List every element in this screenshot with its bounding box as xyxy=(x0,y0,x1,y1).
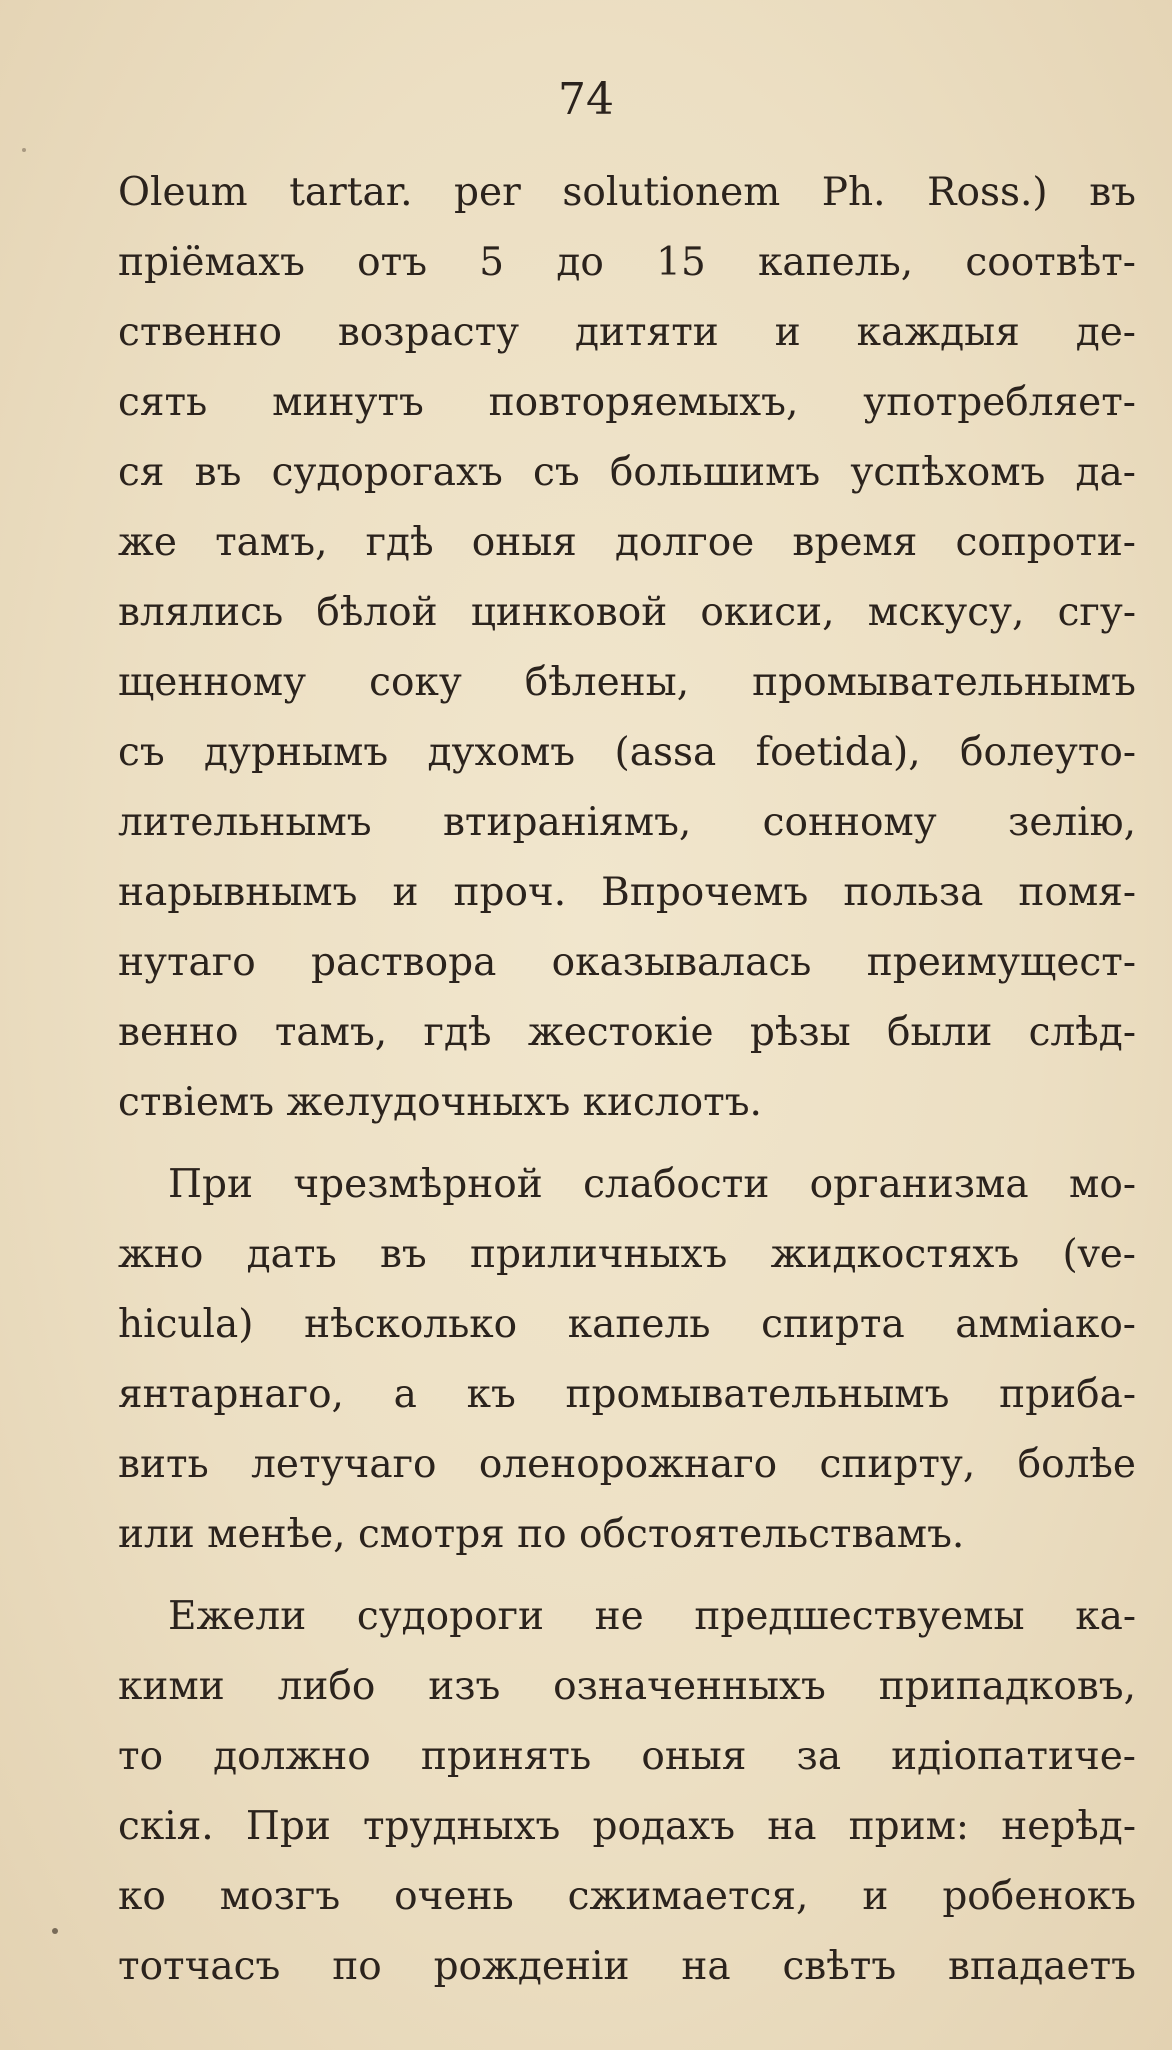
text-line: пріёмахъ отъ 5 до 15 капель, соотвѣт- xyxy=(118,240,1136,285)
text-line: ся въ судорогахъ съ большимъ успѣхомъ да- xyxy=(118,450,1136,495)
text-line: щенному соку бѣлены, промывательнымъ xyxy=(118,660,1136,705)
page-number: 74 xyxy=(558,74,614,125)
text-line: жно дать въ приличныхъ жидкостяхъ (ve- xyxy=(118,1232,1136,1277)
text-line: же тамъ, гдѣ оныя долгое время сопроти- xyxy=(118,520,1136,565)
paper-speck xyxy=(22,148,26,152)
text-line: ственно возрасту дитяти и каждыя де- xyxy=(118,310,1136,355)
text-line: ко мозгъ очень сжимается, и робенокъ xyxy=(118,1874,1136,1919)
text-line: При чрезмѣрной слабости организма мо- xyxy=(168,1162,1136,1207)
text-line: тотчасъ по рожденіи на свѣтъ впадаетъ xyxy=(118,1944,1136,1989)
text-line: Ежели судороги не предшествуемы ка- xyxy=(168,1594,1136,1639)
text-line: влялись бѣлой цинковой окиси, мскусу, сгу- xyxy=(118,590,1136,635)
paragraph-1 xyxy=(118,158,1136,1138)
text-line: янтарнаго, а къ промывательнымъ приба- xyxy=(118,1372,1136,1417)
text-line: нутаго раствора оказывалась преимущест- xyxy=(118,940,1136,985)
paragraph-2 xyxy=(118,1150,1136,1570)
text-line: скія. При трудныхъ родахъ на прим: нерѣд- xyxy=(118,1804,1136,1849)
text-line: съ дурнымъ духомъ (assa foetida), болеуто- xyxy=(118,730,1136,775)
paper-speck xyxy=(52,1928,58,1934)
text-line: сять минутъ повторяемыхъ, употребляет- xyxy=(118,380,1136,425)
text-line: нарывнымъ и проч. Впрочемъ польза помя- xyxy=(118,870,1136,915)
paragraph-3 xyxy=(118,1582,1136,2002)
text-line: венно тамъ, гдѣ жестокіе рѣзы были слѣд- xyxy=(118,1010,1136,1055)
text-line: то должно принять оныя за идіопатиче- xyxy=(118,1734,1136,1779)
text-line: Oleum tartar. per solutionem Ph. Ross.) въ xyxy=(118,170,1136,215)
page-text xyxy=(118,158,1136,2002)
text-line: hicula) нѣсколько капель спирта амміако- xyxy=(118,1302,1136,1347)
text-line: лительнымъ втираніямъ, сонному зелію, xyxy=(118,800,1136,845)
text-line: или менѣе, смотря по обстоятельствамъ. xyxy=(118,1512,965,1557)
text-line: кими либо изъ означенныхъ припадковъ, xyxy=(118,1664,1136,1709)
text-line: вить летучаго оленорожнаго спирту, болѣе xyxy=(118,1442,1136,1487)
text-line: ствіемъ желудочныхъ кислотъ. xyxy=(118,1080,762,1125)
